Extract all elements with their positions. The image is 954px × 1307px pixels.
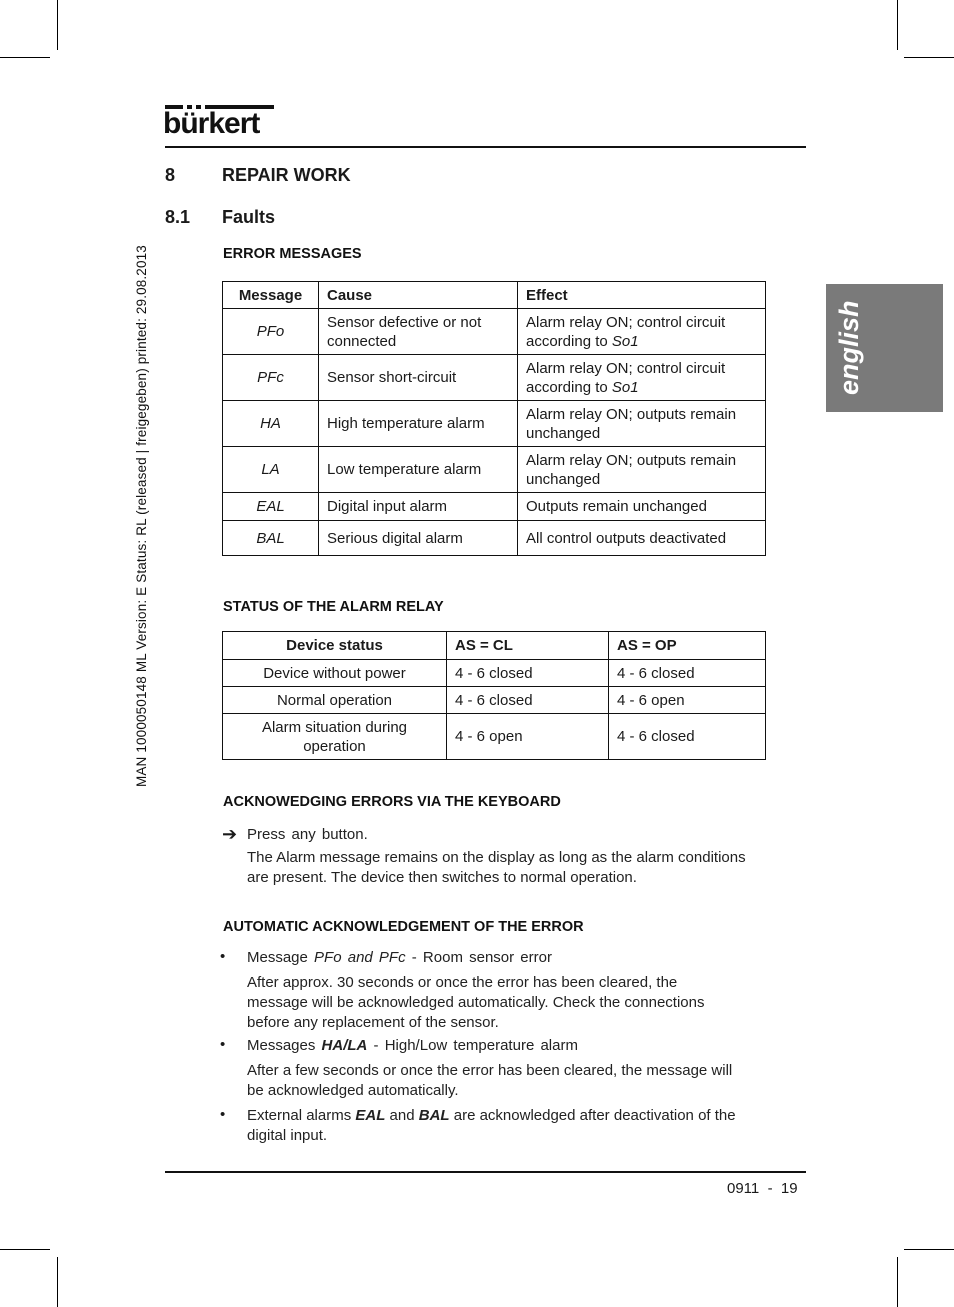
language-tab <box>826 284 943 412</box>
crop-mark <box>904 57 954 58</box>
auto-ack-heading: AUTOMATIC ACKNOWLEDGEMENT OF THE ERROR <box>223 919 584 935</box>
error-code: PFo <box>223 309 319 355</box>
device-status: Normal operation <box>223 687 447 714</box>
subsection-number: 8.1 <box>165 207 191 227</box>
page-number: 0911 - 19 <box>727 1180 798 1197</box>
bullet-icon: • <box>220 1036 226 1053</box>
footer-rule <box>165 1171 806 1173</box>
table-row <box>223 401 766 447</box>
auto-ack-item: Messages HA/LA - High/Low temperature alarm <box>247 1037 578 1054</box>
error-cause: Digital input alarm <box>319 493 518 521</box>
error-effect: Alarm relay ON; outputs remain unchanged <box>518 447 766 493</box>
error-code: HA <box>223 401 319 447</box>
column-header: Effect <box>518 282 766 309</box>
error-effect: Alarm relay ON; control circuit according to So1 <box>518 355 766 401</box>
column-header: AS = OP <box>609 632 766 660</box>
error-cause: High temperature alarm <box>319 401 518 447</box>
bullet-icon: • <box>220 1106 226 1123</box>
table-row <box>223 660 766 687</box>
error-code: BAL <box>223 521 319 556</box>
error-cause: Sensor defective or not connected <box>319 309 518 355</box>
relay-op: 4 - 6 open <box>609 687 766 714</box>
device-status: Device without power <box>223 660 447 687</box>
table-row <box>223 714 766 760</box>
error-code: PFc <box>223 355 319 401</box>
error-cause: Serious digital alarm <box>319 521 518 556</box>
relay-op: 4 - 6 closed <box>609 660 766 687</box>
column-header: AS = CL <box>447 632 609 660</box>
crop-mark <box>0 1249 50 1250</box>
crop-mark <box>904 1249 954 1250</box>
crop-mark <box>57 1257 58 1307</box>
ack-description: The Alarm message remains on the display as long as the alarm conditions are present. The device then switches to normal operation. <box>247 849 746 886</box>
crop-mark <box>0 57 50 58</box>
section-title: REPAIR WORK <box>222 165 351 185</box>
auto-ack-detail: After approx. 30 seconds or once the error has been cleared, the message will be acknowledged automatically. Check the connections before any replacement of the sensor. <box>247 974 705 1031</box>
alarm-relay-heading: STATUS OF THE ALARM RELAY <box>223 599 444 615</box>
error-code: LA <box>223 447 319 493</box>
ack-keyboard-heading: ACKNOWEDGING ERRORS VIA THE KEYBOARD <box>223 794 561 810</box>
auto-ack-detail: After a few seconds or once the error has been cleared, the message will be acknowledged automatically. <box>247 1062 733 1099</box>
table-row <box>223 687 766 714</box>
header-rule <box>165 146 806 148</box>
relay-cl: 4 - 6 open <box>447 714 609 760</box>
table-row <box>223 447 766 493</box>
relay-cl: 4 - 6 closed <box>447 687 609 714</box>
table-header-row <box>223 282 766 309</box>
table-row <box>223 521 766 556</box>
error-effect: All control outputs deactivated <box>518 521 766 556</box>
table-row <box>223 309 766 355</box>
crop-mark <box>57 0 58 50</box>
error-effect: Alarm relay ON; outputs remain unchanged <box>518 401 766 447</box>
ack-step: Press any button. <box>247 826 368 843</box>
error-cause: Sensor short-circuit <box>319 355 518 401</box>
error-effect: Outputs remain unchanged <box>518 493 766 521</box>
bullet-icon: • <box>220 948 226 965</box>
document-meta: MAN 1000050148 ML Version: E Status: RL (released | freigegeben) printed: 29.08.2013 <box>134 245 149 787</box>
column-header: Cause <box>319 282 518 309</box>
arrow-icon: ➔ <box>222 824 238 844</box>
table-header-row <box>223 632 766 660</box>
column-header: Message <box>223 282 319 309</box>
subsection-title: Faults <box>222 207 276 227</box>
error-code: EAL <box>223 493 319 521</box>
section-number: 8 <box>165 165 176 185</box>
device-status: Alarm situation during operation <box>223 714 447 760</box>
column-header: Device status <box>223 632 447 660</box>
error-effect: Alarm relay ON; control circuit according to So1 <box>518 309 766 355</box>
error-messages-table <box>222 281 766 556</box>
crop-mark <box>897 0 898 50</box>
relay-cl: 4 - 6 closed <box>447 660 609 687</box>
error-cause: Low temperature alarm <box>319 447 518 493</box>
table-row <box>223 493 766 521</box>
table-row <box>223 355 766 401</box>
relay-op: 4 - 6 closed <box>609 714 766 760</box>
auto-ack-item: Message PFo and PFc - Room sensor error <box>247 949 552 966</box>
crop-mark <box>897 1257 898 1307</box>
alarm-relay-table <box>222 631 766 760</box>
brand-logo: bürkert <box>163 107 260 140</box>
language-tab-label: english <box>834 300 864 396</box>
auto-ack-item: External alarms EAL and BAL are acknowledged after deactivation of the digital input. <box>247 1107 736 1144</box>
error-messages-heading: ERROR MESSAGES <box>223 246 362 262</box>
